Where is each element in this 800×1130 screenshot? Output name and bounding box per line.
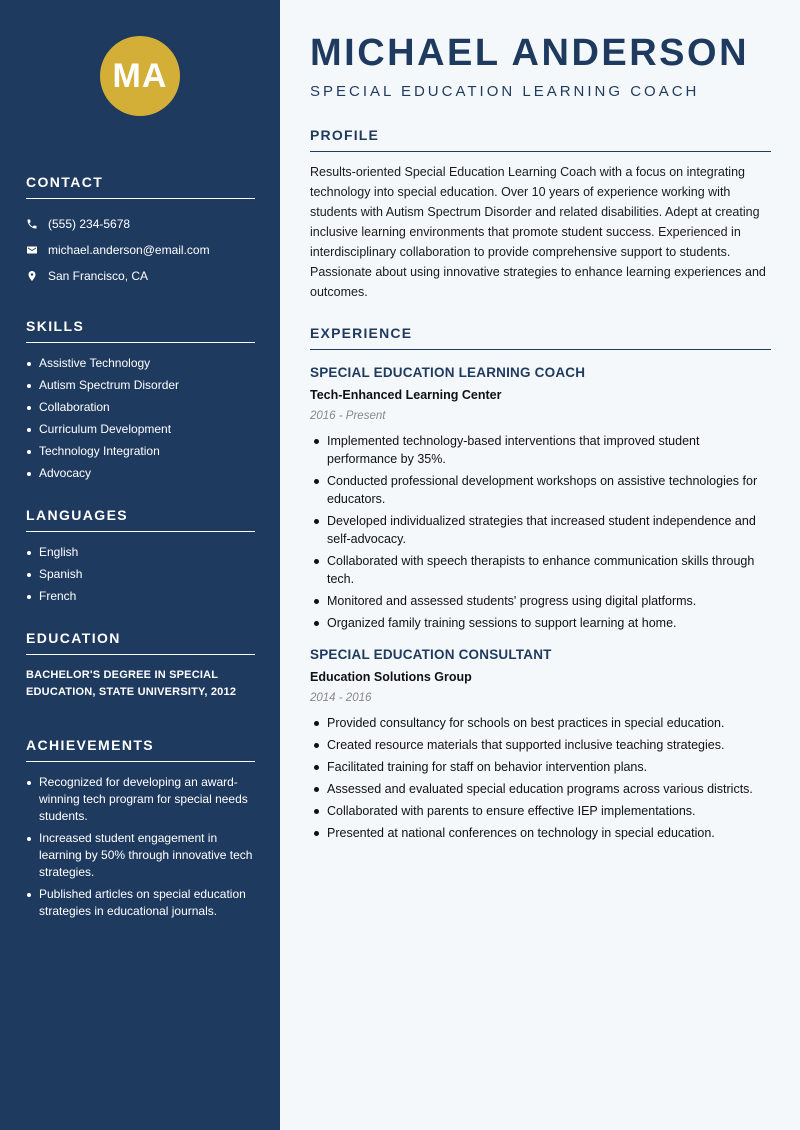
list-item: Technology Integration [26,443,255,460]
list-item: Collaborated with speech therapists to enhance communication skills through tech. [310,552,771,588]
location-text: San Francisco, CA [48,269,149,283]
job-bullets [310,714,771,842]
profile-heading: PROFILE [310,127,771,152]
company-name: Education Solutions Group [310,670,472,684]
list-item: Increased student engagement in learning by 50% through innovative tech strategies. [26,830,255,881]
contact-heading: CONTACT [26,174,255,199]
achievements-list [26,774,255,920]
job-dates: 2014 - 2016 [310,692,372,704]
list-item: Presented at national conferences on technology in special education. [310,824,771,842]
skills-heading: SKILLS [26,318,255,343]
list-item: Recognized for developing an award-winning tech program for special needs students. [26,774,255,825]
candidate-name: MICHAEL ANDERSON [310,32,750,74]
list-item: Monitored and assessed students' progress using digital platforms. [310,592,771,610]
education-text: BACHELOR'S DEGREE IN SPECIAL EDUCATION, STATE UNIVERSITY, 2012 [26,669,237,698]
list-item: English [26,544,255,561]
job-dates: 2016 - Present [310,410,386,422]
list-item: Advocacy [26,465,255,482]
role-title: SPECIAL EDUCATION CONSULTANT [310,647,552,662]
contact-phone [26,211,255,237]
profile-text: Results-oriented Special Education Learning Coach with a focus on integrating technology into special education. Over 10 years of experience working with students with Autism Spectrum Disorder and related disabilities. Adept at creating inclusive learning environments that promote student success. Experienced in interdisciplinary collaboration to provide comprehensive support to students. Passionate about using innovative strategies to enhance learning experiences and outcomes. [310,165,766,299]
list-item: Spanish [26,566,255,583]
list-item: Created resource materials that supported inclusive teaching strategies. [310,736,771,754]
list-item: Conducted professional development workshops on assistive technologies for educators. [310,472,771,508]
role-title: SPECIAL EDUCATION LEARNING COACH [310,365,586,380]
languages-heading: LANGUAGES [26,507,255,532]
list-item: Facilitated training for staff on behavior intervention plans. [310,758,771,776]
phone-text: (555) 234-5678 [48,217,131,231]
list-item: Autism Spectrum Disorder [26,377,255,394]
email-text: michael.anderson@email.com [48,243,210,257]
company-name: Tech-Enhanced Learning Center [310,388,502,402]
education-section [26,630,255,701]
languages-list [26,544,255,605]
sidebar [0,0,280,1130]
profile-section [310,127,771,302]
list-item: Collaborated with parents to ensure effective IEP implementations. [310,802,771,820]
contact-location [26,263,255,289]
list-item: Assistive Technology [26,355,255,372]
contact-email [26,237,255,263]
email-icon [26,244,38,256]
experience-heading: EXPERIENCE [310,325,771,350]
skills-section [26,318,255,482]
list-item: Curriculum Development [26,421,255,438]
candidate-title: SPECIAL EDUCATION LEARNING COACH [310,83,700,100]
list-item: Collaboration [26,399,255,416]
list-item: Developed individualized strategies that increased student independence and self-advocacy. [310,512,771,548]
contact-section [26,174,255,289]
location-pin-icon [26,270,38,282]
list-item: Published articles on special education strategies in educational journals. [26,886,255,920]
experience-section [310,325,771,842]
experience-entry [310,646,771,842]
education-heading: EDUCATION [26,630,255,655]
languages-section [26,507,255,605]
list-item: French [26,588,255,605]
list-item: Assessed and evaluated special education programs across various districts. [310,780,771,798]
experience-entry [310,364,771,632]
phone-icon [26,218,38,230]
list-item: Provided consultancy for schools on best practices in special education. [310,714,771,732]
list-item: Organized family training sessions to support learning at home. [310,614,771,632]
list-item: Implemented technology-based interventions that improved student performance by 35%. [310,432,771,468]
achievements-section [26,737,255,920]
job-bullets [310,432,771,632]
avatar: MA [100,36,180,116]
skills-list [26,355,255,482]
achievements-heading: ACHIEVEMENTS [26,737,255,762]
main-content [280,0,800,1130]
